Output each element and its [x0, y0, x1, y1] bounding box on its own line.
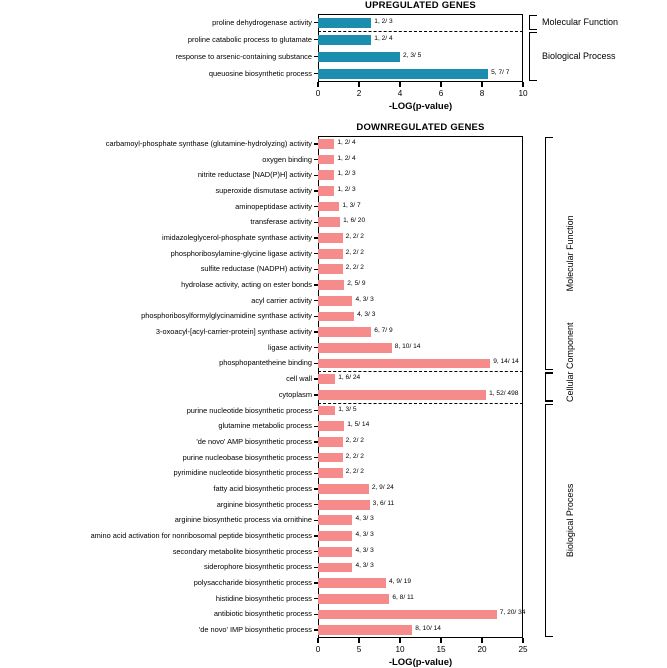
bar: [318, 52, 400, 62]
bar-value-label: 4, 9/ 19: [389, 578, 412, 586]
bar: [318, 233, 343, 243]
bar-value-label: 1, 5/ 14: [347, 421, 370, 429]
bar-value-label: 2, 2/ 2: [345, 468, 364, 476]
bar: [318, 594, 389, 604]
bar-value-label: 2, 2/ 2: [345, 248, 364, 256]
x-axis-tick-label: 10: [518, 89, 528, 98]
bar-value-label: 5, 7/ 7: [491, 68, 510, 76]
category-label: response to arsenic-containing substance: [175, 51, 312, 61]
y-axis-tick: [314, 488, 318, 489]
upregulated-chart-panel: [0, 0, 667, 112]
x-axis-tick-label: 10: [395, 645, 405, 654]
bar: [318, 139, 334, 149]
group-bracket: [545, 404, 553, 637]
bar-value-label: 1, 52/ 498: [489, 389, 519, 397]
x-axis-tick-label: 4: [397, 89, 403, 98]
x-axis-tick: [399, 638, 400, 643]
bar: [318, 437, 343, 447]
bar: [318, 18, 371, 28]
y-axis-tick: [314, 253, 318, 254]
x-axis-title: -LOG(p-value): [388, 657, 453, 668]
category-label: cytoplasm: [278, 389, 312, 399]
group-bracket: [545, 137, 553, 370]
y-axis-tick: [314, 159, 318, 160]
x-axis-tick-label: 25: [518, 645, 528, 654]
bracket-bottom-arm: [529, 80, 537, 81]
bar: [318, 390, 486, 400]
group-label: Biological Process: [542, 50, 616, 61]
y-axis-tick: [314, 222, 318, 223]
bracket-top-arm: [545, 404, 553, 405]
bar-value-label: 2, 2/ 2: [345, 232, 364, 240]
x-axis-tick-label: 5: [356, 645, 362, 654]
bar: [318, 359, 490, 369]
bracket-stem: [545, 137, 546, 370]
y-axis-tick: [314, 535, 318, 536]
bar: [318, 327, 371, 337]
bar: [318, 578, 386, 588]
category-label: pyrimidine nucleotide biosynthetic process: [173, 468, 312, 478]
category-label: queuosine biosynthetic process: [208, 68, 312, 78]
bar: [318, 453, 343, 463]
bar: [318, 312, 354, 322]
category-label: phosphoribosylformylglycinamidine synthase activity: [141, 311, 312, 321]
bar-value-label: 2, 2/ 2: [345, 436, 364, 444]
bar-value-label: 6, 8/ 11: [392, 593, 414, 601]
bar-value-label: 3, 6/ 11: [372, 499, 395, 507]
bar: [318, 500, 370, 510]
y-axis-tick: [314, 175, 318, 176]
bar-value-label: 9, 14/ 14: [493, 358, 519, 366]
bar-value-label: 1, 2/ 3: [337, 170, 356, 178]
bar: [318, 468, 343, 478]
bar-value-label: 1, 2/ 4: [374, 34, 393, 42]
category-label: phosphoribosylamine-glycine ligase activity: [170, 248, 312, 258]
group-bracket: [545, 372, 553, 401]
x-axis-tick-label: 8: [479, 89, 485, 98]
category-label: amino acid activation for nonribosomal peptide biosynthetic process: [90, 531, 312, 541]
bracket-stem: [529, 32, 530, 81]
bracket-stem: [545, 372, 546, 401]
bar-value-label: 1, 6/ 24: [338, 374, 361, 382]
bar-value-label: 2, 2/ 2: [345, 264, 364, 272]
y-axis-tick: [314, 473, 318, 474]
x-axis-tick: [440, 82, 441, 87]
category-label: proline dehydrogenase activity: [212, 17, 312, 27]
bar-value-label: 2, 2/ 2: [345, 452, 364, 460]
bar-value-label: 2, 9/ 24: [371, 483, 394, 491]
bracket-bottom-arm: [545, 400, 553, 401]
bar: [318, 296, 352, 306]
y-axis-tick: [314, 284, 318, 285]
bracket-top-arm: [529, 32, 537, 33]
x-axis-tick-label: 6: [438, 89, 444, 98]
category-label: 'de novo' AMP biosynthetic process: [196, 436, 312, 446]
y-axis-tick: [314, 567, 318, 568]
category-label: phosphopantetheine binding: [219, 358, 312, 368]
x-axis-tick: [440, 638, 441, 643]
x-axis-tick: [317, 82, 318, 87]
bracket-top-arm: [529, 15, 537, 16]
y-axis-tick: [314, 441, 318, 442]
bracket-bottom-arm: [529, 29, 537, 30]
bar: [318, 155, 334, 165]
category-label: 'de novo' IMP biosynthetic process: [198, 625, 312, 635]
bracket-bottom-arm: [545, 636, 553, 637]
y-axis-tick: [314, 39, 318, 40]
y-axis-tick: [314, 22, 318, 23]
y-axis-tick: [314, 269, 318, 270]
group-bracket: [529, 32, 537, 81]
category-label: 3-oxoacyl-[acyl-carrier-protein] synthase activity: [155, 327, 312, 337]
bar-value-label: 4, 3/ 3: [355, 515, 374, 523]
bracket-top-arm: [545, 372, 553, 373]
bar: [318, 610, 497, 620]
category-label: acyl carrier activity: [251, 295, 312, 305]
y-axis-tick: [314, 394, 318, 395]
y-axis-tick: [314, 629, 318, 630]
bar-value-label: 1, 2/ 3: [374, 17, 393, 25]
y-axis-tick: [314, 237, 318, 238]
y-axis-tick: [314, 347, 318, 348]
bar: [318, 35, 371, 45]
chart-title: UPREGULATED GENES: [365, 0, 476, 11]
group-separator: [318, 403, 523, 404]
x-axis-tick: [522, 82, 523, 87]
bar-value-label: 1, 2/ 4: [337, 138, 356, 146]
bar-value-label: 1, 2/ 4: [337, 154, 356, 162]
group-label: Biological Process: [565, 483, 575, 558]
bar: [318, 374, 335, 384]
downregulated-chart-panel: [0, 118, 667, 666]
x-axis-tick-label: 15: [436, 645, 446, 654]
y-axis-tick: [314, 363, 318, 364]
chart-title: DOWNREGULATED GENES: [356, 122, 485, 133]
y-axis-tick: [314, 426, 318, 427]
bar-value-label: 2, 3/ 5: [403, 51, 422, 59]
y-axis-tick: [314, 378, 318, 379]
y-axis-tick: [314, 551, 318, 552]
bar-value-label: 7, 20/ 34: [499, 609, 526, 617]
category-label: oxygen binding: [262, 154, 312, 164]
bar: [318, 547, 352, 557]
category-label: nitrite reductase [NAD(P)H] activity: [197, 170, 312, 180]
y-axis-tick: [314, 457, 318, 458]
y-axis-tick: [314, 410, 318, 411]
group-separator: [318, 371, 523, 372]
category-label: purine nucleotide biosynthetic process: [186, 405, 312, 415]
bar-value-label: 4, 3/ 3: [355, 562, 374, 570]
y-axis-tick: [314, 206, 318, 207]
x-axis-tick: [317, 638, 318, 643]
x-axis-title: -LOG(p-value): [388, 101, 453, 112]
y-axis-tick: [314, 331, 318, 332]
x-axis-tick-label: 20: [477, 645, 487, 654]
bracket-stem: [545, 404, 546, 637]
y-axis-tick: [314, 598, 318, 599]
category-label: secondary metabolite biosynthetic process: [172, 546, 312, 556]
bar: [318, 249, 343, 259]
x-axis-tick-label: 2: [356, 89, 362, 98]
bar-value-label: 4, 3/ 3: [355, 531, 374, 539]
bar-value-label: 8, 10/ 14: [415, 625, 441, 633]
bar-value-label: 8, 10/ 14: [394, 342, 421, 350]
x-axis-tick: [481, 638, 482, 643]
bar: [318, 484, 369, 494]
bar: [318, 625, 412, 635]
bar-value-label: 1, 3/ 7: [342, 201, 361, 209]
x-axis-tick: [481, 82, 482, 87]
bar-value-label: 1, 3/ 5: [338, 405, 357, 413]
group-separator: [318, 31, 523, 32]
bar: [318, 202, 339, 212]
bar-value-label: 1, 6/ 20: [343, 217, 366, 225]
bar: [318, 515, 352, 525]
category-label: sulfite reductase (NADPH) activity: [200, 264, 312, 274]
category-label: arginine biosynthetic process via ornithine: [174, 515, 312, 525]
category-label: imidazoleglycerol-phosphate synthase activity: [162, 232, 312, 242]
category-label: superoxide dismutase activity: [215, 185, 312, 195]
category-label: histidine biosynthetic process: [215, 593, 312, 603]
bar-value-label: 4, 3/ 3: [357, 311, 376, 319]
category-label: arginine biosynthetic process: [216, 499, 312, 509]
x-axis-tick: [358, 82, 359, 87]
bar: [318, 531, 352, 541]
y-axis-tick: [314, 614, 318, 615]
y-axis-tick: [314, 56, 318, 57]
y-axis-tick: [314, 316, 318, 317]
bar-value-label: 6, 7/ 9: [374, 327, 393, 335]
bar: [318, 69, 488, 79]
y-axis-tick: [314, 520, 318, 521]
category-label: proline catabolic process to glutamate: [187, 34, 312, 44]
bar: [318, 170, 334, 180]
bar-value-label: 1, 2/ 3: [337, 185, 356, 193]
bracket-bottom-arm: [545, 369, 553, 370]
y-axis-tick: [314, 143, 318, 144]
bar: [318, 217, 340, 227]
category-label: hydrolase activity, acting on ester bonds: [181, 280, 312, 290]
category-label: ligase activity: [268, 342, 312, 352]
group-label: Molecular Function: [565, 215, 575, 292]
bar-value-label: 4, 3/ 3: [355, 295, 374, 303]
category-label: cell wall: [286, 374, 312, 384]
bar: [318, 406, 335, 416]
group-bracket: [529, 15, 537, 30]
x-axis-tick-label: 0: [315, 89, 321, 98]
category-label: purine nucleobase biosynthetic process: [182, 452, 312, 462]
bar: [318, 563, 352, 573]
category-label: polysaccharide biosynthetic process: [193, 578, 312, 588]
x-axis-tick: [522, 638, 523, 643]
bar-value-label: 4, 3/ 3: [355, 546, 374, 554]
y-axis-tick: [314, 190, 318, 191]
x-axis-tick: [399, 82, 400, 87]
bar: [318, 186, 334, 196]
bar: [318, 264, 343, 274]
group-label: Molecular Function: [542, 16, 619, 27]
category-label: carbamoyl-phosphate synthase (glutamine-hydrolyzing) activity: [105, 138, 312, 148]
bracket-top-arm: [545, 137, 553, 138]
x-axis-tick: [358, 638, 359, 643]
bar: [318, 280, 344, 290]
bar: [318, 343, 392, 353]
category-label: transferase activity: [250, 217, 312, 227]
y-axis-tick: [314, 73, 318, 74]
bar-value-label: 2, 5/ 9: [347, 280, 366, 288]
y-axis-tick: [314, 582, 318, 583]
y-axis-tick: [314, 504, 318, 505]
category-label: aminopeptidase activity: [235, 201, 312, 211]
category-label: fatty acid biosynthetic process: [213, 483, 312, 493]
y-axis-tick: [314, 300, 318, 301]
category-label: glutamine metabolic process: [218, 421, 312, 431]
x-axis-tick-label: 0: [315, 645, 321, 654]
category-label: antibiotic biosynthetic process: [213, 609, 312, 619]
bar: [318, 421, 344, 431]
group-label: Cellular Component: [565, 322, 575, 402]
category-label: siderophore biosynthetic process: [203, 562, 312, 572]
